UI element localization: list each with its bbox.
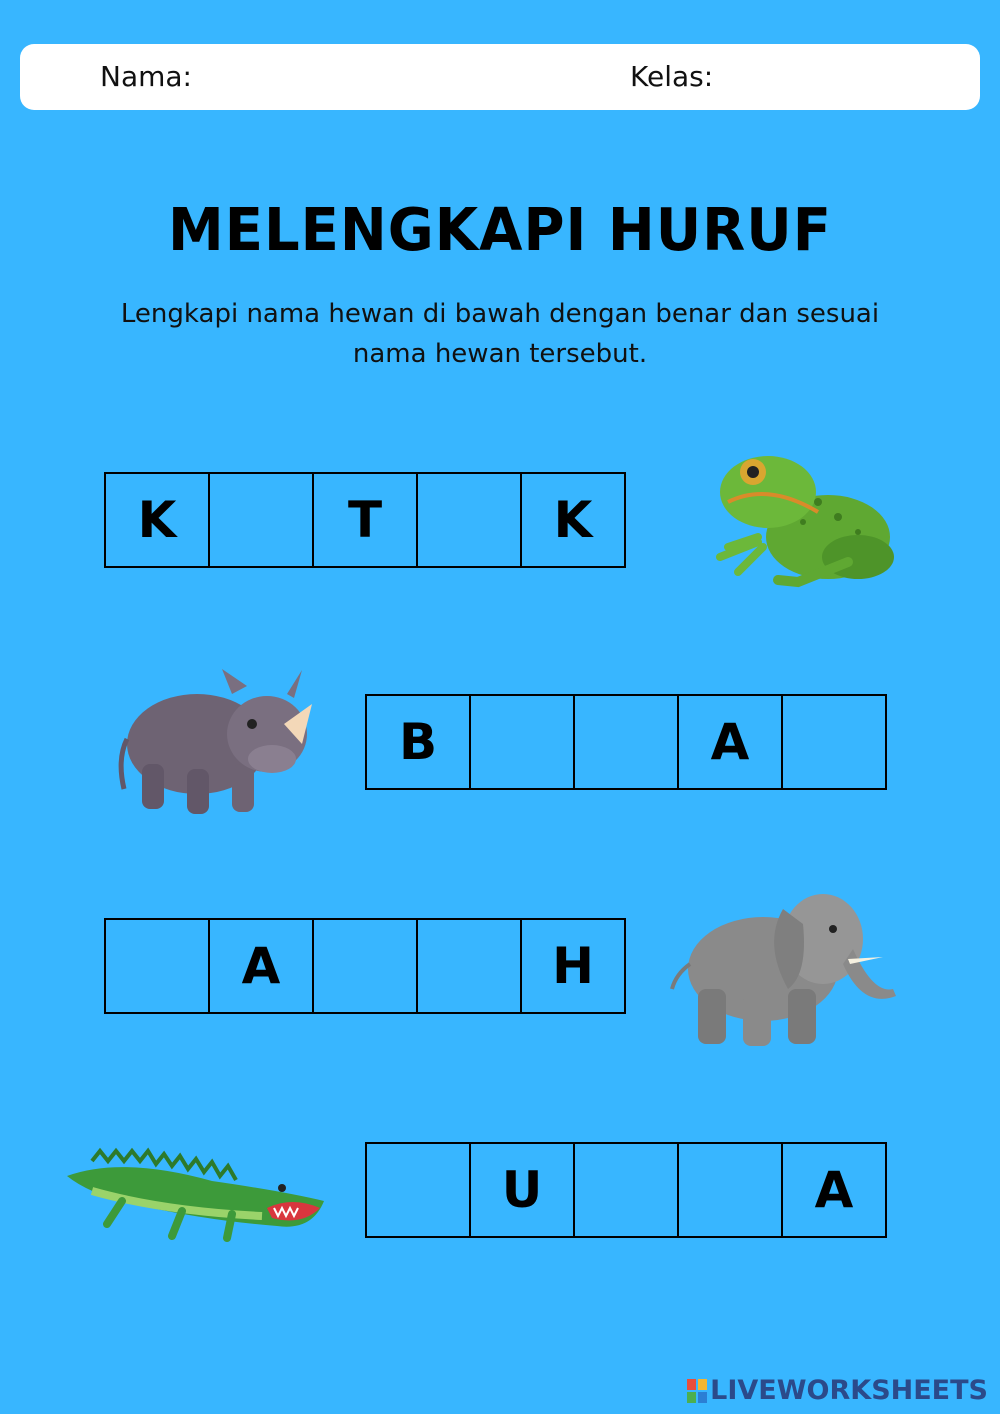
word-boxes-row-2	[365, 694, 887, 790]
word-boxes-row-1	[104, 472, 626, 568]
name-label: Nama:	[100, 60, 192, 93]
word-boxes-row-3	[104, 918, 626, 1014]
brand-text: LIVEWORKSHEETS	[710, 1375, 988, 1406]
liveworksheets-logo-icon	[686, 1378, 708, 1404]
letter-box[interactable]: K	[104, 472, 210, 568]
letter-box[interactable]	[208, 472, 314, 568]
header-bar	[20, 44, 980, 110]
frog-icon	[708, 442, 900, 592]
elephant-icon	[668, 884, 900, 1050]
letter-box[interactable]	[365, 1142, 471, 1238]
letter-box[interactable]: T	[312, 472, 418, 568]
letter-box[interactable]: U	[469, 1142, 575, 1238]
word-boxes-row-4	[365, 1142, 887, 1238]
letter-box[interactable]: B	[365, 694, 471, 790]
letter-box[interactable]	[312, 918, 418, 1014]
letter-box[interactable]	[469, 694, 575, 790]
letter-box[interactable]	[677, 1142, 783, 1238]
letter-box[interactable]: A	[781, 1142, 887, 1238]
letter-box[interactable]	[573, 1142, 679, 1238]
class-label: Kelas:	[630, 60, 714, 93]
letter-box[interactable]	[416, 918, 522, 1014]
letter-box[interactable]: A	[677, 694, 783, 790]
instructions: Lengkapi nama hewan di bawah dengan benar dan sesuai nama hewan tersebut.	[120, 299, 880, 369]
crocodile-icon	[62, 1136, 326, 1248]
page-title: MELENGKAPI HURUF	[167, 196, 833, 265]
letter-box[interactable]	[573, 694, 679, 790]
letter-box[interactable]: K	[520, 472, 626, 568]
letter-box[interactable]	[104, 918, 210, 1014]
letter-box[interactable]: A	[208, 918, 314, 1014]
footer-watermark	[686, 1375, 988, 1406]
letter-box[interactable]: H	[520, 918, 626, 1014]
letter-box[interactable]	[416, 472, 522, 568]
letter-box[interactable]	[781, 694, 887, 790]
rhino-icon	[112, 664, 316, 820]
